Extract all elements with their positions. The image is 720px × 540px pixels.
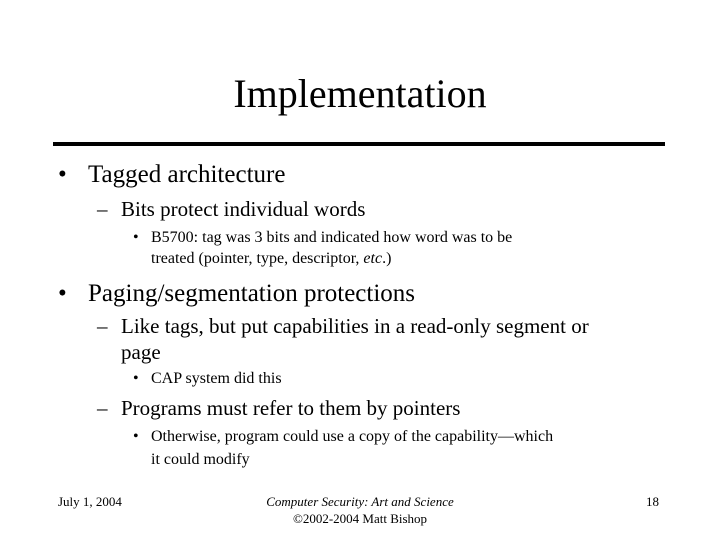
- b5700-line2-end: .): [382, 250, 392, 267]
- sub-bullet-marker: –: [97, 396, 108, 420]
- sub-sub-bullet-cap-system: CAP system did this: [151, 370, 282, 387]
- sub-sub-bullet-marker: •: [133, 370, 139, 387]
- sub-bullet-programs-refer: Programs must refer to them by pointers: [121, 396, 461, 420]
- sub-bullet-marker: –: [97, 314, 108, 338]
- bullet-marker: •: [58, 280, 67, 307]
- footer-course: [200, 493, 520, 527]
- b5700-line2-etc: etc: [363, 250, 383, 267]
- footer-date: July 1, 2004: [58, 494, 122, 509]
- sub-sub-bullet-b5700-line1: B5700: tag was 3 bits and indicated how word was to be: [151, 229, 513, 246]
- b5700-line2-text: treated (pointer, type, descriptor,: [151, 250, 364, 267]
- sub-sub-bullet-marker: •: [133, 428, 139, 445]
- sub-sub-bullet-marker: •: [133, 229, 139, 246]
- bullet-paging-segmentation: Paging/segmentation protections: [88, 280, 416, 307]
- footer-copyright: ©2002-2004 Matt Bishop: [292, 511, 428, 526]
- sub-bullet-like-tags-line2: page: [121, 340, 161, 364]
- bullet-marker: •: [58, 161, 67, 188]
- slide-title: Implementation: [233, 71, 487, 116]
- footer-page-number: 18: [646, 494, 659, 509]
- title-divider: [53, 142, 665, 146]
- sub-sub-bullet-otherwise-line2: it could modify: [151, 451, 250, 468]
- sub-sub-bullet-b5700-line2: [151, 249, 391, 269]
- sub-bullet-bits-protect: Bits protect individual words: [121, 197, 366, 221]
- sub-bullet-like-tags-line1: Like tags, but put capabilities in a read-only segment or: [121, 314, 589, 338]
- sub-bullet-marker: –: [97, 197, 108, 221]
- bullet-tagged-architecture: Tagged architecture: [88, 161, 286, 188]
- footer-course-title: Computer Security: Art and Science: [266, 494, 454, 509]
- sub-sub-bullet-otherwise-line1: Otherwise, program could use a copy of the capability—which: [151, 428, 554, 445]
